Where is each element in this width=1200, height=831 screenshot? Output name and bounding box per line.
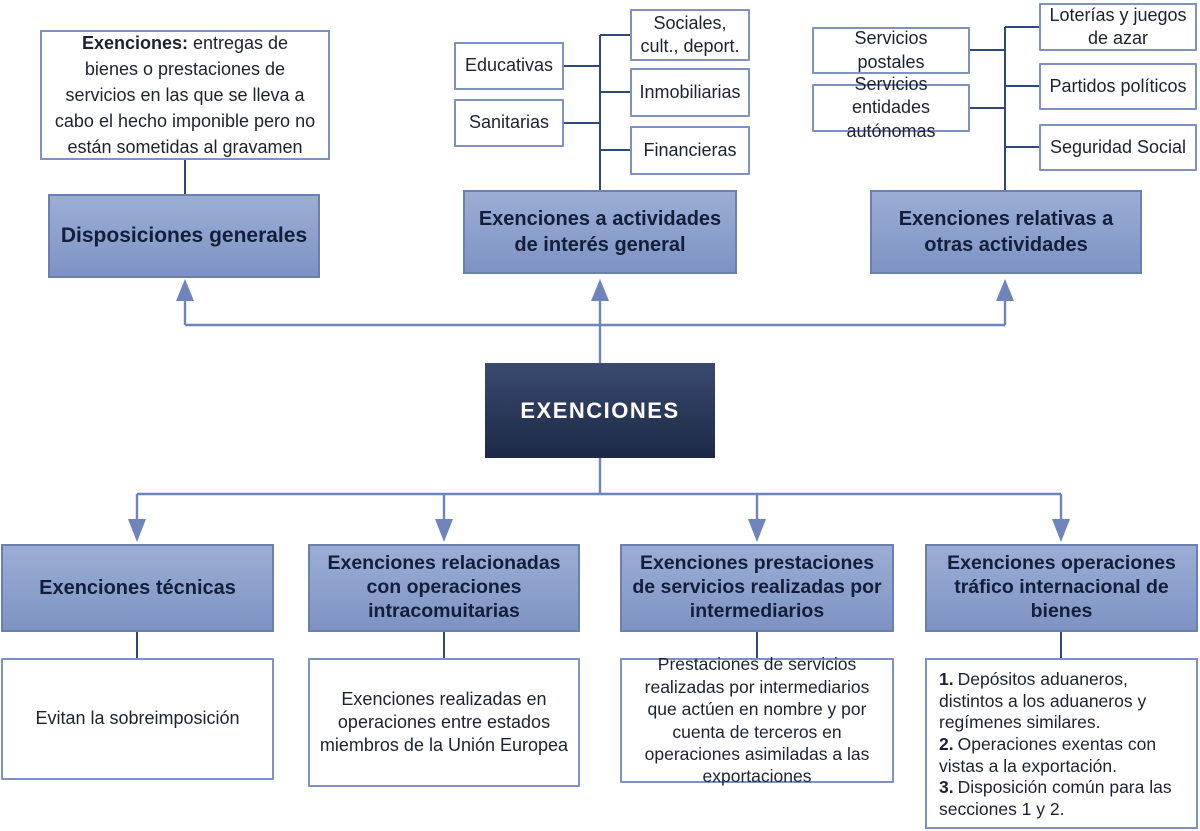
leaf-label: Inmobiliarias (639, 81, 741, 102)
branch-exenciones-tecnicas (1, 544, 274, 632)
branch-title: Exenciones prestaciones de servicios realizadas por intermediarios (632, 552, 882, 622)
item-text: Disposición común para las secciones 1 y 2. (939, 777, 1172, 820)
branch-title: Exenciones operaciones tráfico internacional de bienes (947, 552, 1176, 622)
branch-actividades-interes-general (463, 190, 737, 274)
leaf-label: Loterías y juegos de azar (1049, 4, 1187, 48)
arrow-up-center (591, 279, 609, 301)
leaf-servicios-entidades-autonomas (812, 74, 970, 141)
arrow-down-1 (128, 519, 146, 542)
leaf-label: Sanitarias (468, 112, 550, 133)
branch-prestaciones-intermediarios (620, 544, 894, 632)
leaf-label: Servicios postales (854, 28, 928, 72)
description-text: Prestaciones de servicios realizadas por intermediarios que actúen en nombre y por cuenta de terceros en operaciones asimiladas a las exportaciones (644, 654, 870, 787)
description-text: Exenciones realizadas en operaciones entre estados miembros de la Unión Europea (319, 688, 569, 756)
leaf-label: Seguridad Social (1049, 136, 1187, 157)
leaf-educativas (454, 42, 564, 90)
leaf-seguridad-social (1039, 124, 1197, 171)
leaf-label: Educativas (464, 55, 554, 76)
leaf-servicios-postales (812, 27, 970, 74)
branch-disposiciones-generales (48, 194, 320, 278)
branch-title: Exenciones a actividades de interés general (478, 208, 722, 256)
arrow-up-left (176, 279, 194, 301)
definition-box (40, 30, 330, 160)
definition-term: Exenciones: (81, 32, 188, 53)
definition-body: entregas de bienes o prestaciones de servicios en las que se lleva a cabo el hecho imponible pero no están sometidas al gravamen (54, 32, 316, 158)
branch-title: Disposiciones generales (60, 224, 308, 248)
leaf-label: Financieras (643, 139, 737, 160)
branch-title: Exenciones técnicas (39, 577, 236, 599)
item-text: Depósitos aduaneros, distintos a los aduaneros y regímenes similares. (939, 669, 1147, 733)
root-node-exenciones (485, 363, 715, 458)
numbered-item-2 (939, 734, 1186, 777)
leaf-sociales-cult-deport (630, 9, 750, 61)
leaf-partidos-politicos (1039, 63, 1197, 110)
definition-text (54, 30, 316, 160)
item-number: 2. (939, 734, 954, 755)
leaf-inmobiliarias (630, 68, 750, 117)
branch-otras-actividades (870, 190, 1142, 274)
description-exenciones-tecnicas (1, 658, 274, 780)
root-title: EXENCIONES (520, 397, 680, 423)
description-trafico-internacional (925, 658, 1198, 829)
arrow-up-right (996, 279, 1014, 301)
branch-trafico-internacional (925, 544, 1198, 632)
branch-title: Exenciones relativas a otras actividades (898, 208, 1114, 256)
branch-title: Exenciones relacionadas con operaciones intracomuitarias (327, 552, 561, 622)
item-number: 3. (939, 777, 954, 798)
leaf-loterias-juegos-azar (1039, 3, 1197, 51)
leaf-financieras (630, 126, 750, 175)
description-operaciones-intracomunitarias (308, 658, 580, 787)
leaf-label: Partidos políticos (1049, 75, 1187, 96)
item-text: Operaciones exentas con vistas a la exportación. (939, 734, 1157, 776)
item-number: 1. (939, 669, 954, 689)
arrow-down-2 (435, 519, 453, 542)
description-prestaciones-intermediarios (620, 654, 894, 787)
description-text: Evitan la sobreimposición (35, 708, 240, 729)
arrow-down-4 (1052, 519, 1070, 542)
numbered-item-1 (939, 669, 1186, 734)
branch-operaciones-intracomunitarias (308, 544, 580, 632)
arrow-down-3 (748, 519, 766, 542)
leaf-label: Servicios entidades autónomas (846, 74, 936, 141)
numbered-item-3 (939, 777, 1186, 820)
leaf-sanitarias (454, 99, 564, 147)
leaf-label: Sociales, cult., deport. (640, 12, 740, 56)
